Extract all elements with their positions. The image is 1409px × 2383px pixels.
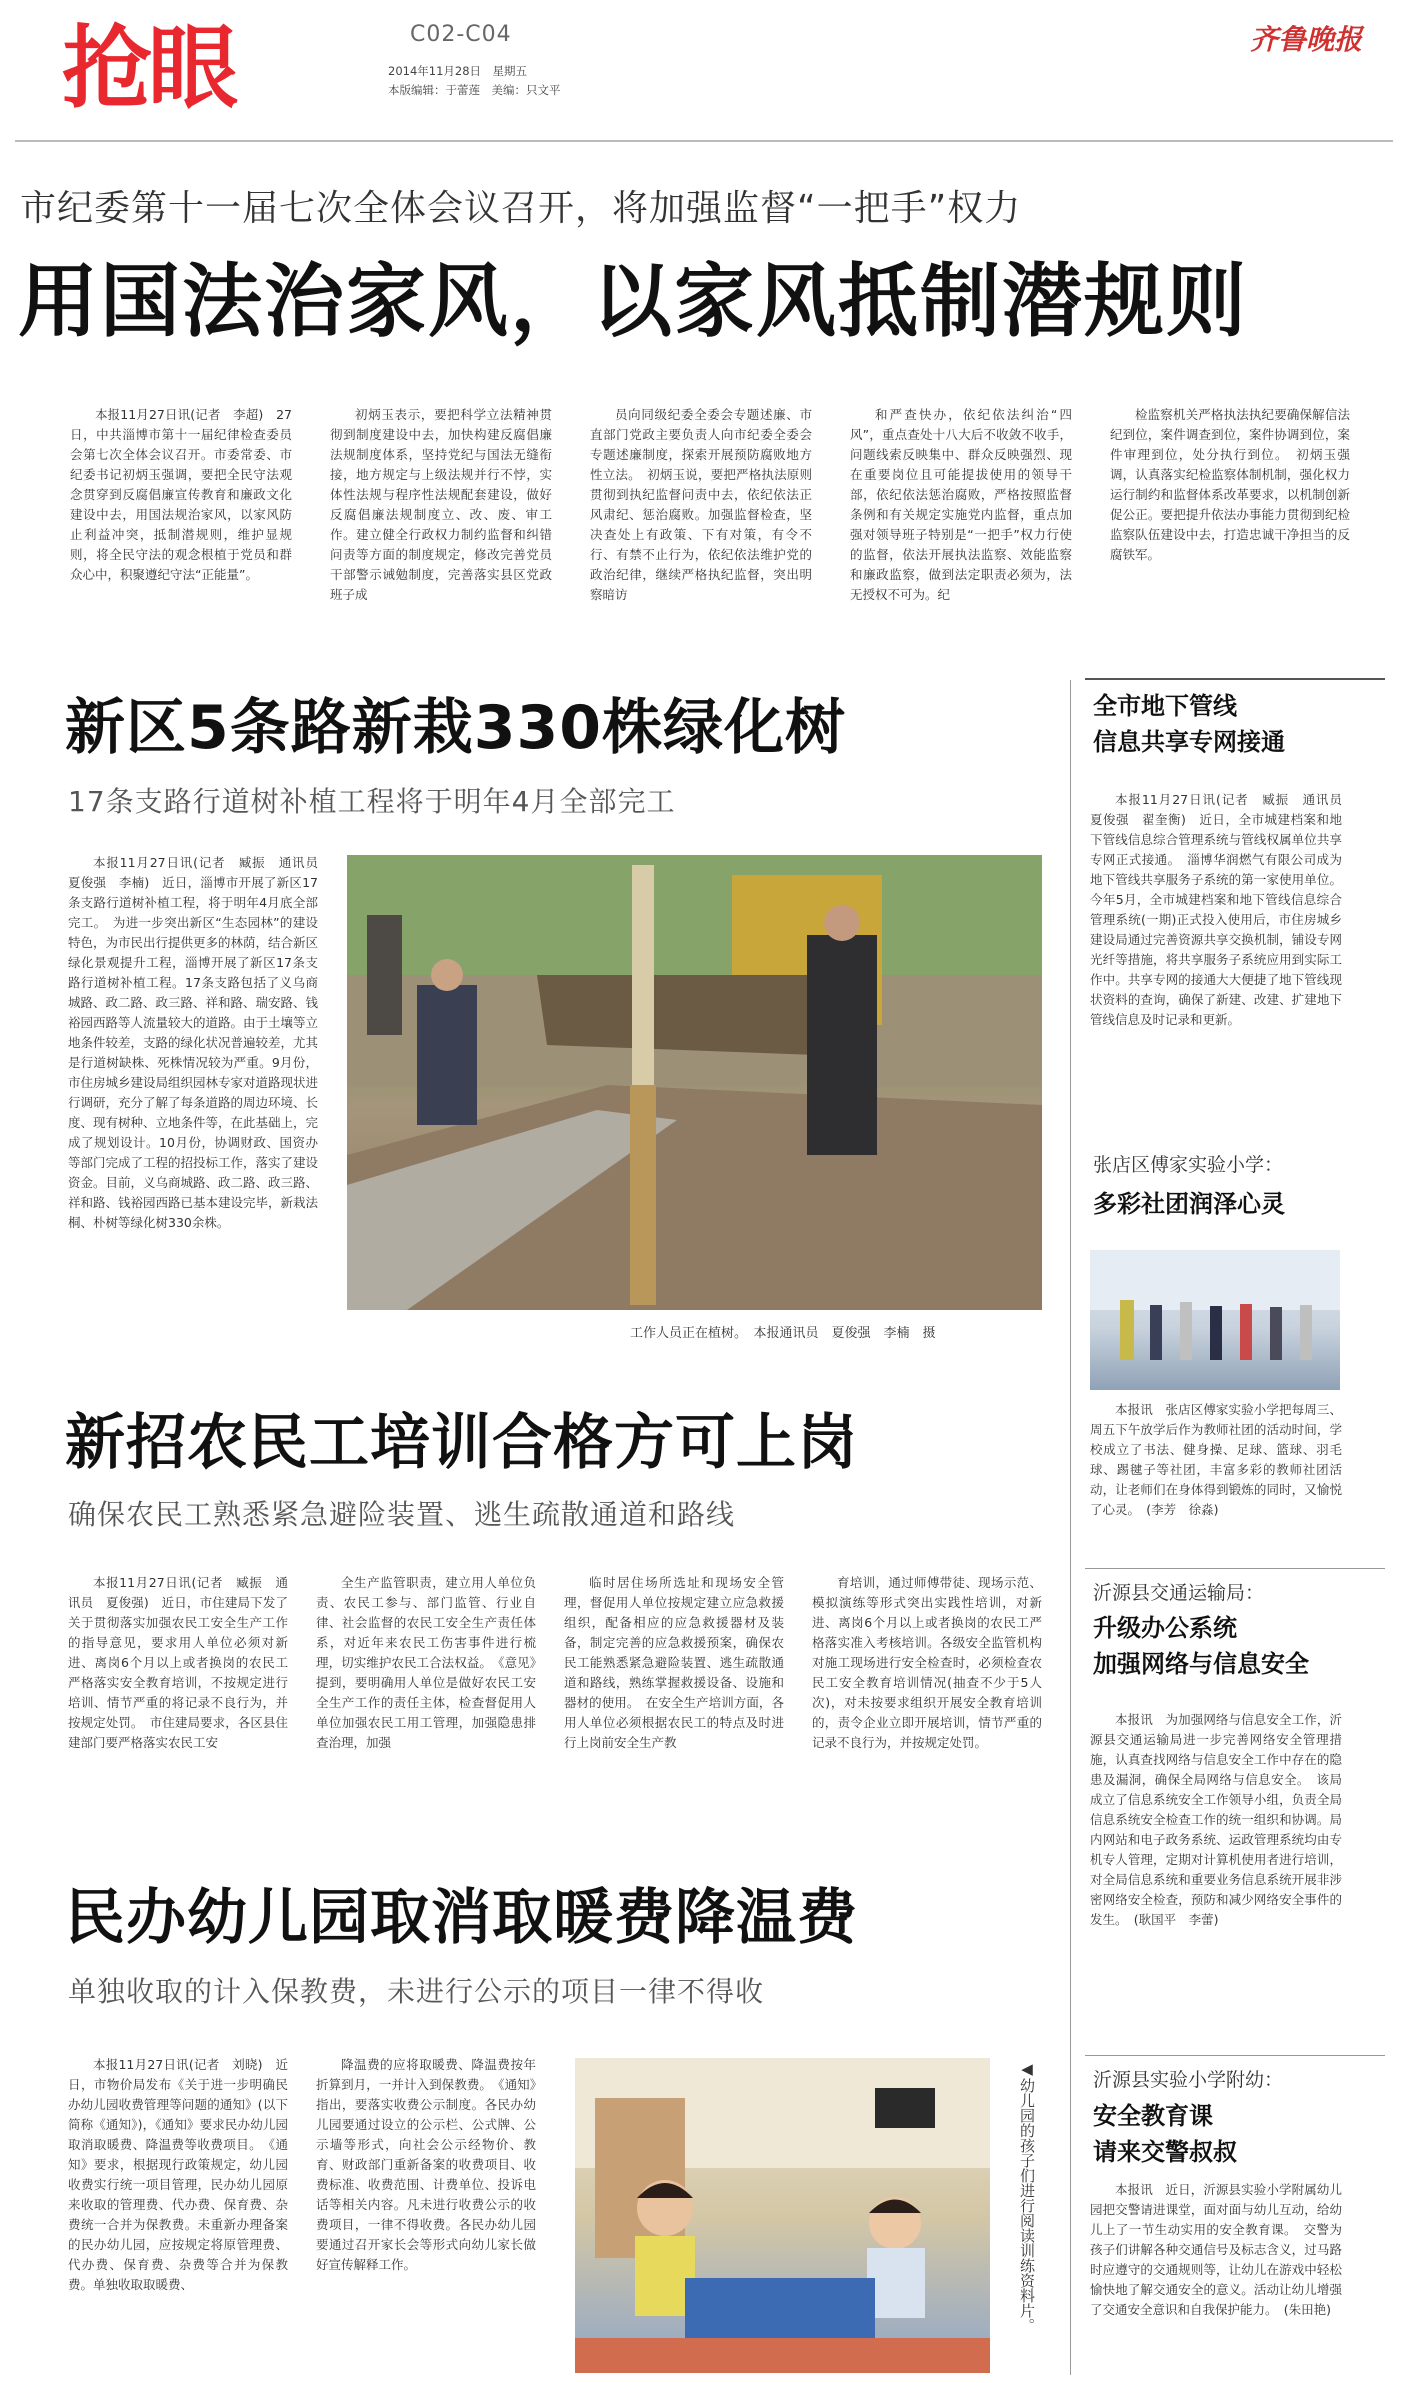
article3-headline: 新招农民工培训合格方可上岗 (65, 1408, 858, 1478)
article1-column-1: 本报11月27日讯(记者 李超) 27日，中共淄博市第十一届纪律检查委员会第七次全体会议召开。市委常委、市纪委书记初炳玉强调，要把全民守法观念贯穿到反腐倡廉宣传教育和廉政文化建设中去，用国法规治家风，以家风防止利益冲突，抵制潜规则，维护显规则，将全民守法的观念根植于党员和群众心中，积聚遵纪守法“正能量”。 (70, 407, 292, 582)
issue-meta (388, 62, 561, 100)
teacher-club-photo (1090, 1250, 1340, 1390)
article3-column-2: 全生产监管职责，建立用人单位负责、农民工参与、部门监管、行业自律、社会监督的农民工安全生产责任体系，对近年来农民工伤害事件进行梳理，切实维护农民工合法权益。 《意见》提到，要明确用人单位是做好农民工安全生产工作的责任主体，检查督促用人单位加强农民工用工管理，加强隐患排查治理，加强 (316, 1575, 536, 1750)
sidebar-item3-title: 升级办公系统 加强网络与信息安全 (1093, 1614, 1309, 1678)
article2-subhead: 17条支路行道树补植工程将于明年4月全部完工 (68, 785, 676, 818)
article4-headline: 民办幼儿园取消取暖费降温费 (65, 1883, 858, 1953)
article1-column-4: 和严查快办，依纪依法纠治“四风”，重点查处十八大后不收敛不收手，问题线索反映集中、群众反映强烈、现在重要岗位且可能提拔使用的领导干部，依纪依法惩治腐败，严格按照监督条例和有关规定实施党内监督，重点加强对领导班子特别是“一把手”权力行使的监督，依法开展执法监察、效能监察和廉政监察，做到法定职责必须为，法无授权不可为。纪 (850, 407, 1072, 602)
sidebar-item2-title: 多彩社团润泽心灵 (1093, 1190, 1285, 1218)
sidebar-item3-rule (1085, 1568, 1385, 1569)
article4-photo-caption: ◀幼儿园的孩子们进行阅读训练资料片。 (1018, 2060, 1036, 2333)
article3-column-4: 育培训，通过师傅带徒、现场示范、模拟演练等形式突出实践性培训，对新进、离岗6个月以上或者换岗的农民工严格落实准入考核培训。各级安全监管机构对施工现场进行安全检查时，必须检查农民工安全教育培训情况(抽查不少于5人次)，对未按要求组织开展安全教育培训的，责令企业立即开展培训，情节严重的记录不良行为，并按规定处罚。 (812, 1575, 1042, 1750)
masthead-divider (15, 140, 1393, 142)
tree-planting-photo (347, 855, 1042, 1310)
kindergarten-photo (575, 2058, 990, 2373)
article4-subhead: 单独收取的计入保教费，未进行公示的项目一律不得收 (68, 1975, 765, 2008)
sidebar-item2-body: 本报讯 张店区傅家实验小学把每周三、周五下午放学后作为教师社团的活动时间，学校成立了书法、健身操、足球、篮球、羽毛球、踢毽子等社团，丰富多彩的教师社团活动，让老师们在身体得到锻炼的同时，又愉悦了心灵。 (李芳 徐淼) (1090, 1402, 1342, 1517)
article3-column-3: 临时居住场所选址和现场安全管理，督促用人单位按规定建立应急救援组织，配备相应的应急救援器材及装备，制定完善的应急救援预案，确保农民工能熟悉紧急避险装置、逃生疏散通道和路线，熟练掌握救援设备、设施和器材的使用。 在安全生产培训方面，各用人单位必须根据农民工的特点及时进行上岗前安全生产教 (564, 1575, 784, 1750)
article1-column-5: 检监察机关严格执法执纪要确保解信法纪到位，案件调查到位，案件协调到位，案件审理到位，处分执行到位。 初炳玉强调，认真落实纪检监察体制机制，强化权力运行制约和监督体系改革要求，以机制创新促公正。要把提升依法办事能力贯彻到纪检监察队伍建设中去，打造忠诚干净担当的反腐铁军。 (1110, 407, 1350, 562)
sidebar-item1-title: 全市地下管线 信息共享专网接通 (1093, 692, 1285, 756)
sidebar-item4-body: 本报讯 近日，沂源县实验小学附属幼儿园把交警请进课堂，面对面与幼儿互动，给幼儿上了一节生动实用的安全教育课。 交警为孩子们讲解各种交通信号及标志含义，过马路时应遵守的交通规则等，让幼儿在游戏中轻松愉快地了解交通安全的意义。活动让幼儿增强了交通安全意识和自我保护能力。 (朱田艳) (1090, 2182, 1342, 2317)
sidebar-divider (1070, 680, 1071, 2375)
sidebar-item4-rule (1085, 2055, 1385, 2056)
article2-column: 本报11月27日讯(记者 臧振 通讯员 夏俊强 李楠) 近日，淄博市开展了新区17条支路行道树补植工程，将于明年4月底全部完工。 为进一步突出新区“生态园林”的建设特色，为市民出行提供更多的林荫，结合新区绿化景观提升工程，淄博开展了新区17条支路行道树补植工程。17条支路包括了义乌商城路、政二路、政三路、祥和路、瑞安路、钱裕园西路等人流量较大的道路。由于土壤等立地条件较差，支路的绿化状况普遍较差，尤其是行道树缺株、死株情况较为严重。9月份，市住房城乡建设局组织园林专家对道路现状进行调研，充分了解了每条道路的周边环境、长度、现有树种、立地条件等，在此基础上，完成了规划设计。10月份，协调财政、国资办等部门完成了工程的招投标工作，落实了建设资金。目前，义乌商城路、政二路、政三路、祥和路、钱裕园西路已基本建设完毕，新栽法桐、朴树等绿化树330余株。 (68, 855, 331, 1230)
sidebar-item1-body: 本报11月27日讯(记者 臧振 通讯员 夏俊强 翟奎衡) 近日，全市城建档案和地下管线信息综合管理系统与管线权属单位共享专网正式接通。 淄博华润燃气有限公司成为地下管线共享服务子系统的第一家使用单位。今年5月，全市城建档案和地下管线信息综合管理系统(一期)正式投入使用后，市住房城乡建设局通过完善资源共享交换机制，铺设专网光纤等措施，将共享服务子系统应用到实际工作中。共享专网的接通大大便捷了地下管线现状资料的查询，确保了新建、改建、扩建地下管线信息及时记录和更新。 (1090, 792, 1355, 1027)
article4-column-2: 降温费的应将取暖费、降温费按年折算到月，一并计入到保教费。 《通知》指出，要落实收费公示制度。各民办幼儿园要通过设立的公示栏、公式牌、公示墙等形式，向社会公示经物价、教育、财政部门重新备案的收费项目、收费标准、收费范围、计费单位、投诉电话等相关内容。凡未进行收费公示的收费项目，一律不得收费。各民办幼儿园要通过召开家长会等形式向幼儿家长做好宣传解释工作。 (316, 2057, 536, 2272)
kindergarten-illustration (575, 2058, 990, 2373)
page-range: C02-C04 (410, 22, 512, 47)
sidebar-item2-kicker: 张店区傅家实验小学： (1093, 1154, 1284, 1176)
article2-headline: 新区5条路新栽330株绿化树 (65, 693, 846, 763)
article1-column-2: 初炳玉表示，要把科学立法精神贯彻到制度建设中去，加快构建反腐倡廉法规制度体系，坚持党纪与国法无缝衔接，地方规定与上级法规并行不悖，实体性法规与程序性法规配套建设，做好反腐倡廉法规制度立、改、废、审工作。建立健全行政权力制约监督和纠错问责等方面的制度规定，修改完善党员干部警示诫勉制度，完善落实县区党政班子成 (330, 407, 552, 602)
article3-column-1: 本报11月27日讯(记者 臧振 通讯员 夏俊强) 近日，市住建局下发了关于贯彻落实加强农民工安全生产工作的指导意见，要求用人单位必须对新进、离岗6个月以上或者换岗的农民工严格落实安全教育培训，不按规定进行培训、情节严重的将记录不良行为，并按规定处罚。 市住建局要求，各区县住建部门要严格落实农民工安 (68, 1575, 288, 1750)
article1-kicker: 市纪委第十一届七次全体会议召开，将加强监督“一把手”权力 (20, 188, 1022, 229)
sidebar-item4-kicker: 沂源县实验小学附幼： (1093, 2069, 1284, 2091)
article4-column-1: 本报11月27日讯(记者 刘晓) 近日，市物价局发布《关于进一步明确民办幼儿园收费管理等问题的通知》(以下简称《通知》)，《通知》要求民办幼儿园取消取暖费、降温费等收费项目。 《通知》要求，根据现行政策规定，幼儿园收费实行统一项目管理，民办幼儿园原来收取的管理费、代办费、保育费、杂费统一合并为保教费。未重新办理备案的民办幼儿园，应按规定将原管理费、代办费、保育费、杂费等合并为保教费。单独收取取暖费、 (68, 2057, 288, 2292)
sidebar-item3-body: 本报讯 为加强网络与信息安全工作，沂源县交通运输局进一步完善网络安全管理措施，认真查找网络与信息安全工作中存在的隐患及漏洞，确保全局网络与信息安全。 该局成立了信息系统安全工作领导小组，负责全局信息系统安全检查工作的统一组织和协调。局内网站和电子政务系统、运政管理系统均由专机专人管理，定期对计算机使用者进行培训，对全局信息系统和重要业务信息系统开展非涉密网络安全检查，预防和减少网络安全事件的发生。 (耿国平 李蕾) (1090, 1712, 1342, 1927)
article1-column-3: 员向同级纪委全委会专题述廉、市直部门党政主要负责人向市纪委全委会专题述廉制度，探索开展预防腐败地方性立法。 初炳玉说，要把严格执法原则贯彻到执纪监督问责中去，依纪依法正风肃纪、惩治腐败。加强监督检查，坚决查处上有政策、下有对策，有令不行、有禁不止行为，依纪依法维护党的政治纪律，继续严格执纪监督，突出明察暗访 (590, 407, 812, 602)
masthead-logo: 抢眼 (62, 16, 234, 121)
tree-planting-illustration (347, 855, 1042, 1310)
article1-headline: 用国法治家风，以家风抵制潜规则 (18, 255, 1248, 348)
paper-name: 齐鲁晚报 (1250, 23, 1363, 56)
teacher-club-illustration (1090, 1250, 1340, 1390)
editor-credits: 本版编辑：于蕾莲 美编：只文平 (388, 83, 561, 97)
issue-date: 2014年11月28日 星期五 (388, 64, 528, 78)
sidebar-item3-kicker: 沂源县交通运输局： (1093, 1582, 1265, 1604)
sidebar-item1-rule (1085, 678, 1385, 680)
sidebar-item4-title: 安全教育课 请来交警叔叔 (1093, 2102, 1237, 2166)
article3-subhead: 确保农民工熟悉紧急避险装置、逃生疏散通道和路线 (68, 1498, 736, 1531)
article2-photo-caption: 工作人员正在植树。 本报通讯员 夏俊强 李楠 摄 (630, 1326, 936, 1341)
